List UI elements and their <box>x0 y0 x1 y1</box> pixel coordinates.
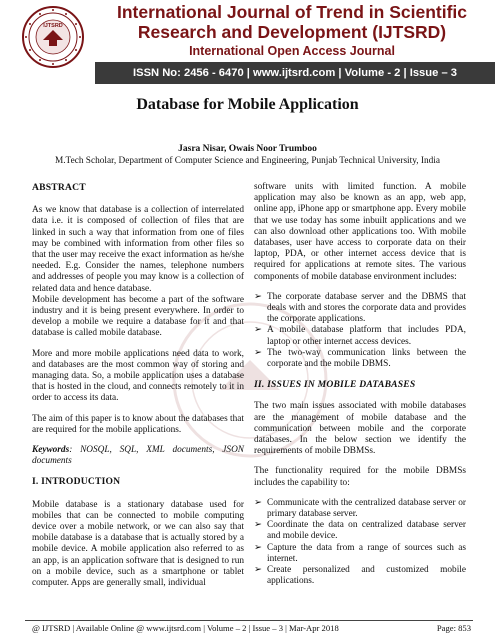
arrow-bullet-icon: ➢ <box>254 347 262 358</box>
list-item: ➢ The two-way communication links between the corporate and the mobile DBMS. <box>254 347 466 370</box>
abstract-paragraph: As we know that database is a collection of interrelated data i.e. it is composed of collection of files that are linked in such a way that information from one of files may be combined with information from other files so that the user may receive the exact information as he/she needed. E.g. Consider the names, telephone numbers and addresses of people you may know is a collection of related data and hence database. <box>32 205 244 294</box>
footer-divider <box>25 620 473 621</box>
abstract-paragraph: The aim of this paper is to know about the databases that are required for the mobile applications. <box>32 413 244 435</box>
arrow-bullet-icon: ➢ <box>254 520 262 531</box>
introduction-heading: I. INTRODUCTION <box>32 476 121 488</box>
body-paragraph: The two main issues associated with mobile databases are the management of mobile database and the communication between mobile and the corporate databases. In the below section we identify the requirements of mobile DBMSs. <box>254 401 466 457</box>
arrow-bullet-icon: ➢ <box>254 291 262 302</box>
keywords-label: Keywords <box>32 445 70 456</box>
right-column <box>254 182 466 597</box>
journal-header <box>0 0 495 86</box>
body-paragraph: The functionality required for the mobile DBMSs includes the capability to: <box>254 466 466 488</box>
body-paragraph: software units with limited function. A mobile application may also be known as an app, web app, online app, iPhone app or smartphone app. Every mobile that we use today has some inbuilt applications and we can also download other applications too. With mobile databases, user have access to corporate data on their laptop, PDA, or other internet access device that is required for applications at remote sites. The various components of mobile database environment includes: <box>254 182 466 282</box>
list-item: ➢ Create personalized and customized mobile applications. <box>254 565 466 587</box>
journal-logo-icon <box>22 6 84 68</box>
paper-authors: Jasra Nisar, Owais Noor Trumboo <box>178 144 317 154</box>
list-item: ➢ The corporate database server and the DBMS that deals with and stores the corporate data and provides the corporate applications. <box>254 291 466 325</box>
abstract-paragraph: More and more mobile applications need data to work, and databases are the most common way of storing and managing data. So, a mobile application uses a database that is hosted in the cloud, and connects remotely to it in order to access its data. <box>32 348 244 404</box>
paper-title: Database for Mobile Application <box>136 96 359 113</box>
paper-affiliation: M.Tech Scholar, Department of Computer Science and Engineering, Punjab Technical University, India <box>54 156 441 166</box>
arrow-bullet-icon: ➢ <box>254 497 262 508</box>
section-2-heading: II. ISSUES IN MOBILE DATABASES <box>254 379 416 391</box>
list-item: ➢ A mobile database platform that includes PDA, laptop or other internet access devices. <box>254 325 466 347</box>
keywords-text: : NOSQL, SQL, XML documents, JSON documents <box>32 445 244 467</box>
journal-title: International Journal of Trend in Scientific Research and Development (IJTSRD) <box>116 2 468 42</box>
list-item: ➢ Communicate with the centralized database server or primary database server. <box>254 497 466 520</box>
journal-subtitle: International Open Access Journal <box>189 44 395 58</box>
footer-citation: @ IJTSRD | Available Online @ www.ijtsrd.com | Volume – 2 | Issue – 3 | Mar-Apr 2018 <box>32 623 339 633</box>
introduction-paragraph: Mobile database is a stationary database used for mobiles that can be connected to mobile computing device over a mobile network, or we can also say that mobile database is a database that is actually stored by a mobile device. A mobile application also referred to as an app, is an application software that is designed to run on a mobile device, such as a smartphone or tablet computer. Apps are generally small, individual <box>32 499 244 589</box>
arrow-bullet-icon: ➢ <box>254 542 262 553</box>
keywords <box>32 445 244 467</box>
components-list <box>254 292 466 370</box>
abstract-paragraph: Mobile development has become a part of the software industry and it is being present everywhere. In order to develop a mobile we require a database for it and that database is called mobile database. <box>32 294 244 339</box>
page-number: Page: 853 <box>436 623 471 633</box>
left-column <box>32 182 244 598</box>
list-item: ➢ Capture the data from a range of sources such as internet. <box>254 542 466 564</box>
list-item: ➢ Coordinate the data on centralized database server and mobile device. <box>254 520 466 542</box>
arrow-bullet-icon: ➢ <box>254 325 262 336</box>
logo-text: IJTSRD <box>43 23 63 29</box>
functions-list <box>254 498 466 588</box>
issn-bar: ISSN No: 2456 - 6470 | www.ijtsrd.com | Volume - 2 | Issue – 3 <box>95 62 495 84</box>
arrow-bullet-icon: ➢ <box>254 565 262 576</box>
abstract-heading: ABSTRACT <box>32 182 86 193</box>
